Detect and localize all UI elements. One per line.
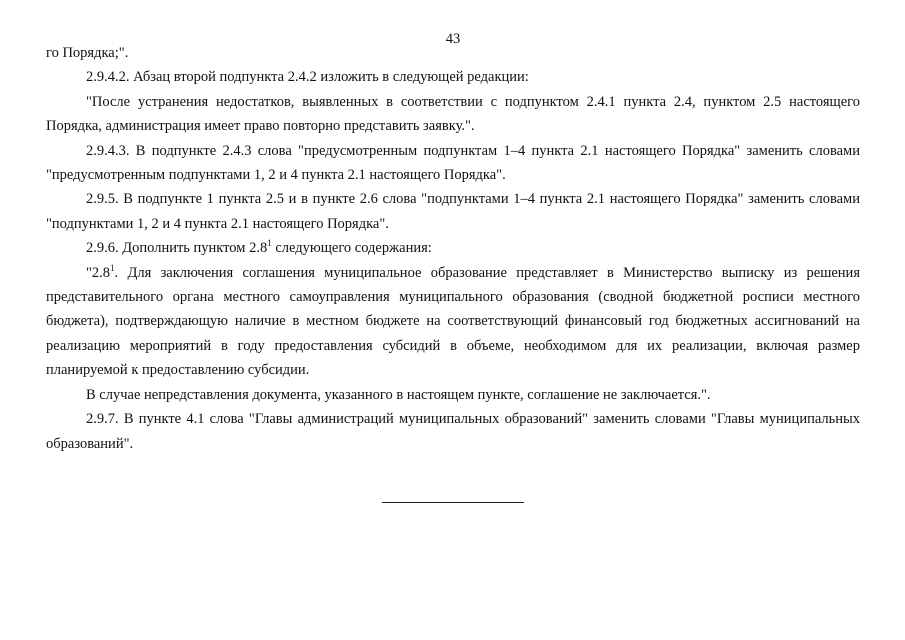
superscript-number: 1 <box>267 238 272 249</box>
page-number: 43 <box>445 31 461 47</box>
document-page <box>46 0 860 640</box>
paragraph-2-9-5: 2.9.5. В подпункте 1 пункта 2.5 и в пункте 2.6 слова "подпунктами 1–4 пункта 2.1 настоящего Порядка" заменить словами "подпунктами 1, 2 и 4 пункта 2.1 настоящего Порядка". <box>46 191 860 232</box>
paragraph-2-8-1-start: "2.8 <box>86 264 111 281</box>
document-body <box>46 41 860 456</box>
paragraph-2-8-1-quote <box>46 261 860 383</box>
paragraph-2-9-6-text: 2.9.6. Дополнить пунктом 2.8 <box>86 240 268 257</box>
paragraph-2-9-6-text-end: следующего содержания: <box>271 240 432 257</box>
paragraph-2-8-1-text: . Для заключения соглашения муниципальное образование представляет в Министерство выписку из решения представительного органа местного самоуправления муниципального образования (сводной бюджетной росписи местного бюджета), подтверждающую наличие в местном бюджете на соответствующий финансовый год бюджетных ассигнований на реализацию мероприятий в году предоставления субсидий в объеме, необходимом для их реализации, включая размер планируемой к предоставлению субсидии. <box>46 264 860 379</box>
paragraph-2-9-6 <box>46 236 860 260</box>
paragraph-quote-2-4-2: "После устранения недостатков, выявленных в соответствии с подпунктом 2.4.1 пункта 2.4, пунктом 2.5 настоящего Порядка, администрация имеет право повторно представить заявку.". <box>46 93 860 135</box>
paragraph-2-9-4-2: 2.9.4.2. Абзац второй подпункта 2.4.2 изложить в следующей редакции: <box>86 69 529 86</box>
paragraph-no-document: В случае непредставления документа, указанного в настоящем пункте, соглашение не заключается.". <box>86 386 711 403</box>
end-separator-line <box>382 502 524 503</box>
superscript-number: 1 <box>110 262 115 273</box>
paragraph-2-9-7: 2.9.7. В пункте 4.1 слова "Главы администраций муниципальных образований" заменить словами "Главы муниципальных образований". <box>46 411 860 452</box>
paragraph-continuation: го Порядка;". <box>46 45 129 61</box>
paragraph-2-9-4-3: 2.9.4.3. В подпункте 2.4.3 слова "предусмотренным подпунктам 1–4 пункта 2.1 настоящего Порядка" заменить словами "предусмотренным подпунктами 1, 2 и 4 пункта 2.1 настоящего Порядка". <box>46 142 860 184</box>
